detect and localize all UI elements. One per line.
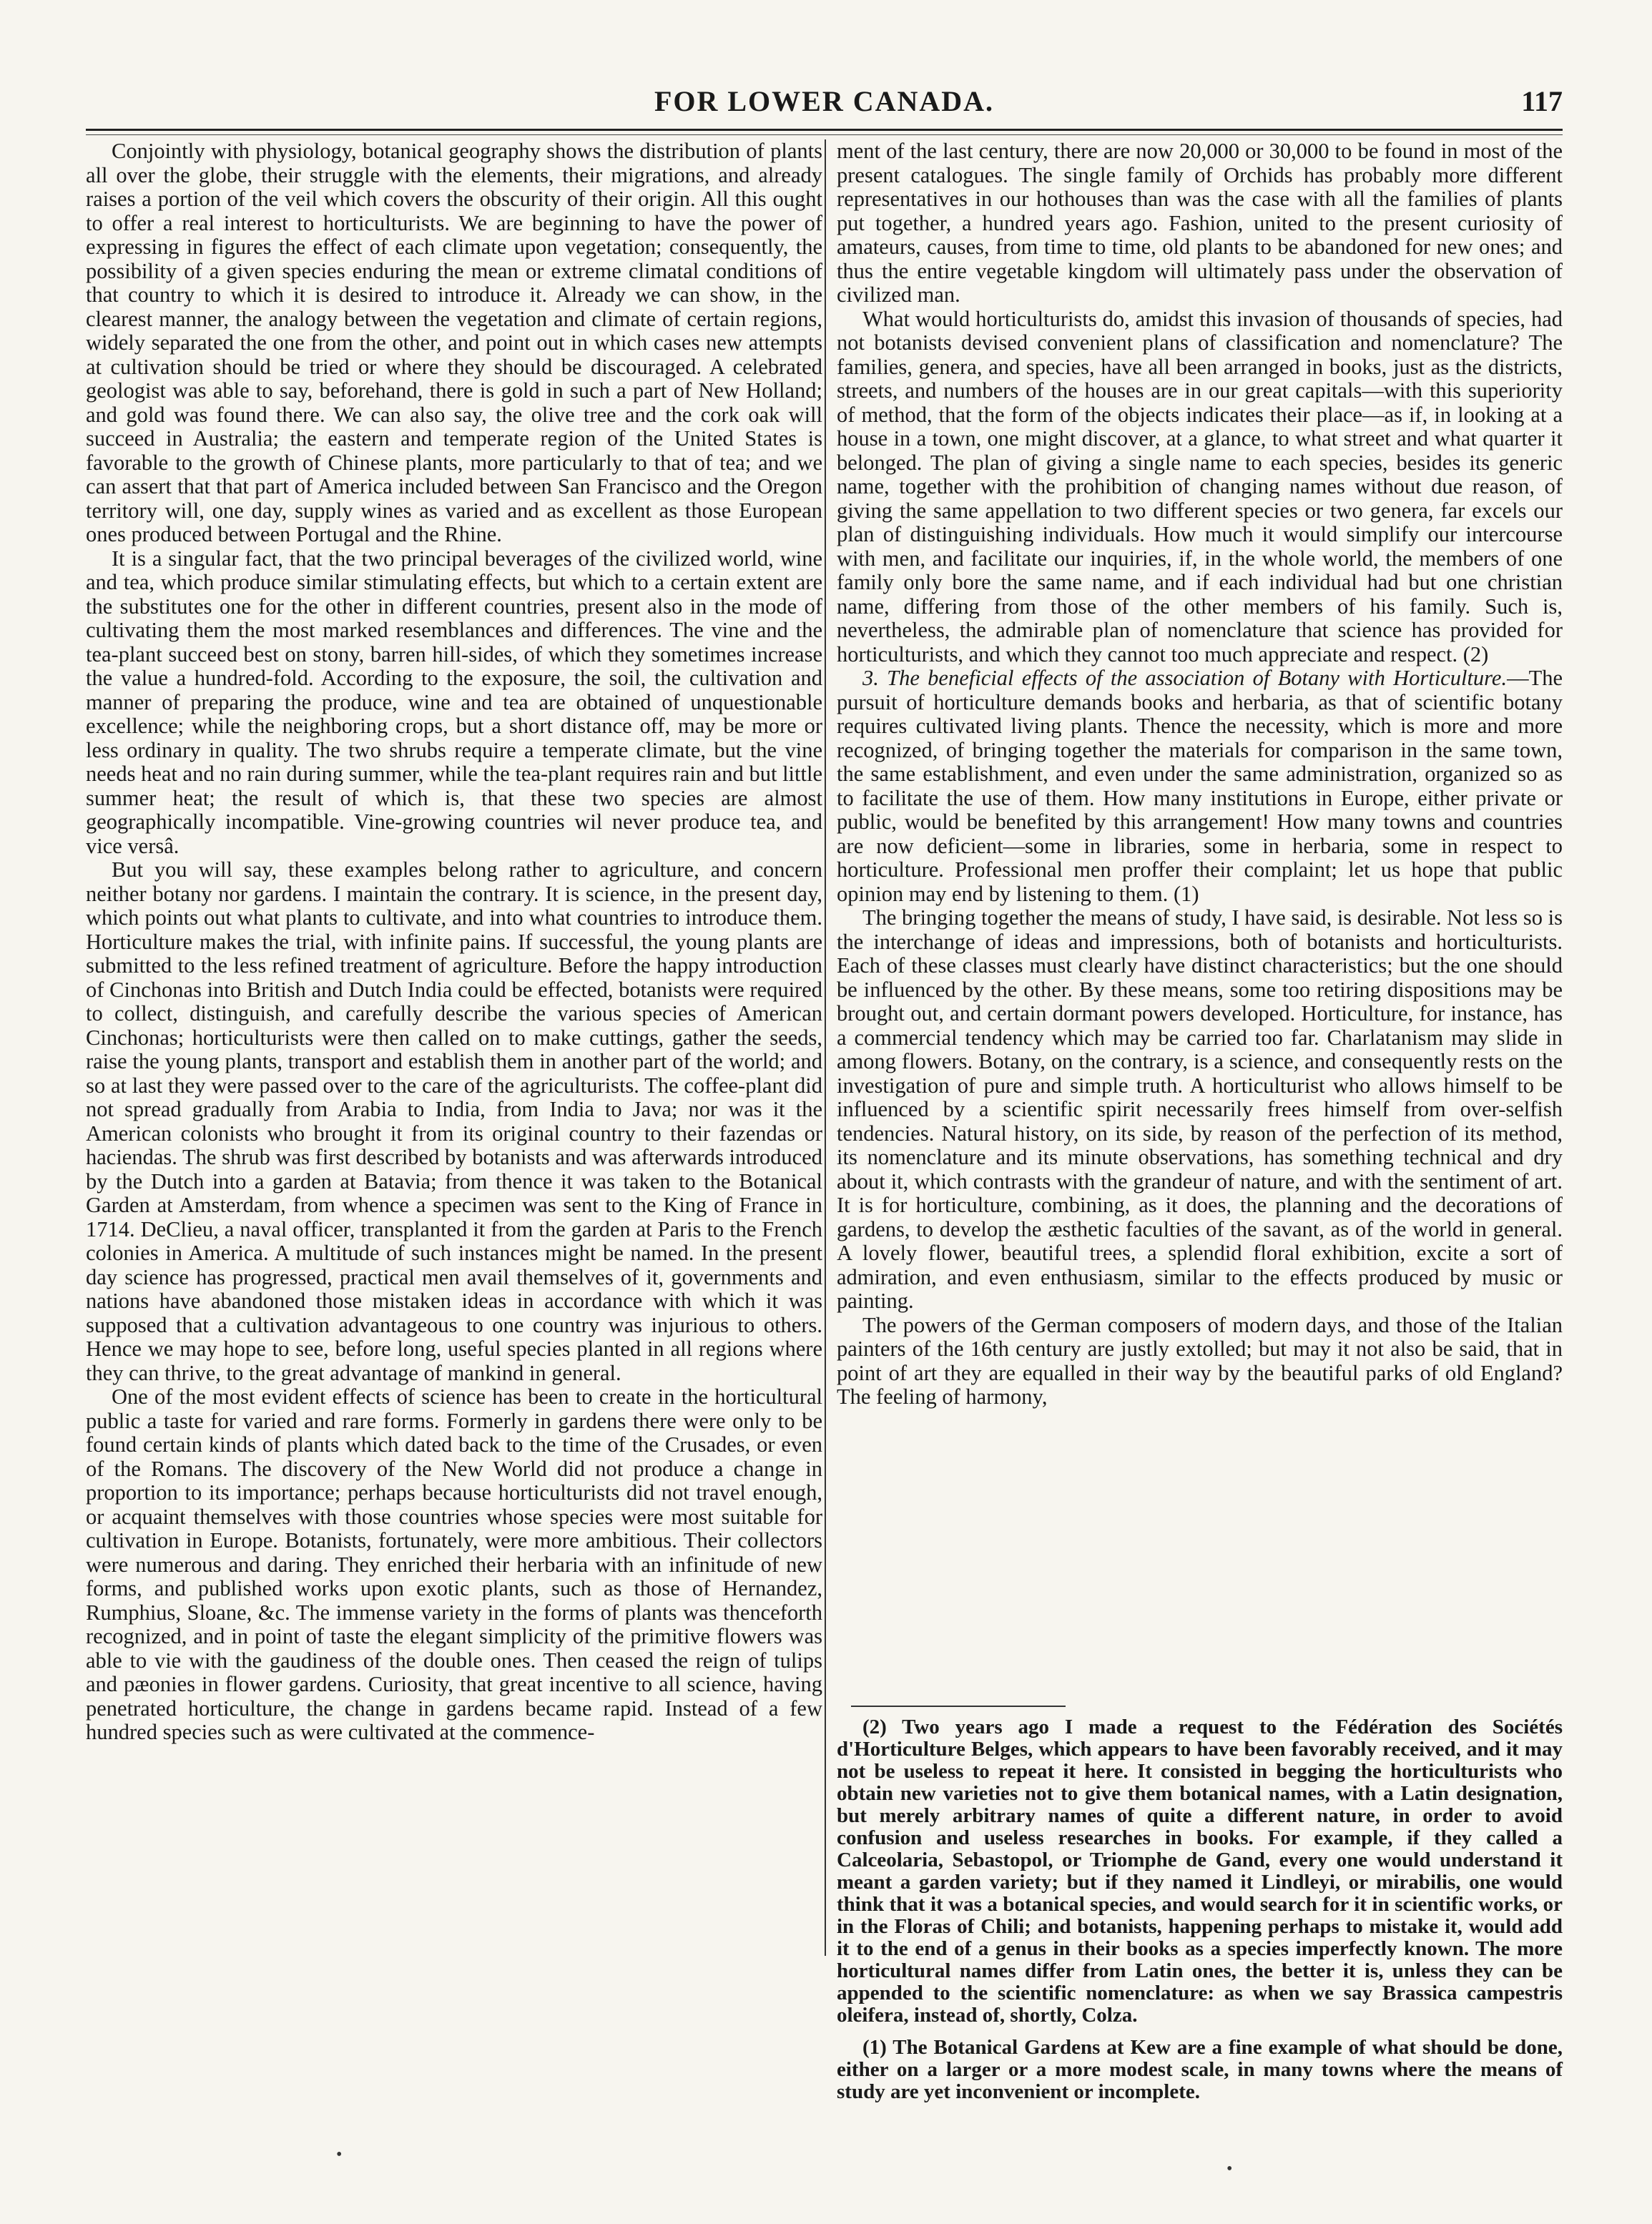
footnote-2: (2) Two years ago I made a request to the Fédération des Sociétés d'Horticulture Belges, which appears to have been favorably received, and it may not be useless to repeat it here. It consisted in begging the horticulturists who obtain new varieties not to give them botanical names, with a Latin designation, but merely arbitrary names of quite a different nature, in order to avoid confusion and useless researches in books. For example, if they called a Calceolaria, Sebastopol, or Triomphe de Gand, every one would understand it meant a garden variety; but if they named it Lindleyi, or mirabilis, one would think that it was a botanical species, and would search for it in scientific works, or in the Floras of Chili; and botanists, happening perhaps to mistake it, would add it to the end of a genus in their books as a species imperfectly known. The more horticultural names differ from Latin ones, the better it is, unless they can be appended to the scientific nomenclature: as when we say Brassica campestris oleifera, instead of, shortly, Colza. [837,1716,1563,2027]
paragraph: The powers of the German composers of modern days, and those of the Italian painters of the 16th century are justly extolled; but may it not also be said, that in point of art they are equalled in their way by the beautiful parks of old England? The feeling of harmony, [837,1312,1563,1409]
header-rule-thin [86,134,1563,135]
paragraph: The bringing together the means of study, I have said, is desirable. Not less so is the interchange of ideas and impressions, both of botanists and horticulturists. Each of these classes must clearly have distinct characteristics; but the one should be influenced by the other. By these means, some too retiring dispositions may be brought out, and certain dormant powers developed. Horticulture, for instance, has a commercial tendency which may be carried too far. Charlatanism may slide in among flowers. Botany, on the contrary, is a science, and consequently rests on the investigation of pure and simple truth. A horticulturist who allows himself to be influenced by a scientific spirit necessarily frees himself from over-selfish tendencies. Natural history, on its side, by reason of the perfection of its method, its nomenclature and its minute observations, has something technical and dry about it, which contrasts with the grandeur of nature, and with the sentiment of art. It is for horticulture, combining, as it does, the planning and the decorations of gardens, to develop the æsthetic faculties of the savant, as of the world in general. A lovely flower, beautiful trees, a splendid floral exhibition, excite a sort of admiration, and even enthusiasm, similar to the effects produced by music or painting. [837,905,1563,1313]
paragraph: Conjointly with physiology, botanical geography shows the distribution of plants all over the globe, their struggle with the elements, their migrations, and already raises a portion of the veil which covers the obscurity of their origin. All this ought to offer a real interest to horticulturists. We are beginning to have the power of expressing in figures the effect of each climate upon vegetation; consequently, the possibility of a given species enduring the mean or extreme climatal conditions of that country to which it is desired to introduce it. Already we can show, in the clearest manner, the analogy between the vegetation and climate of certain regions, widely separated the one from the other, and point out in which cases new attempts at cultivation should be tried or where they should be discouraged. A celebrated geologist was able to say, beforehand, there is gold in such a part of New Holland; and gold was found there. We can also say, the olive tree and the cork oak will succeed in Australia; the eastern and temperate region of the United States is favorable to the growth of Chinese plants, more particularly to that of tea; and we can assert that that part of America included between San Francisco and the Oregon territory will, one day, supply wines as varied and as excellent as those European ones produced between Portugal and the Rhine. [86,139,822,546]
paragraph: ment of the last century, there are now 20,000 or 30,000 to be found in most of the present catalogues. The single family of Orchids has probably more different representatives in our hothouses than was the case with all the families of plants put together, a hundred years ago. Fashion, united to the present curiosity of amateurs, causes, from time to time, old plants to be abandoned for new ones; and thus the entire vegetable kingdom will ultimately pass under the observation of civilized man. [837,139,1563,307]
paragraph: One of the most evident effects of science has been to create in the horticultural public a taste for varied and rare forms. Formerly in gardens there were only to be found certain kinds of plants which dated back to the time of the Crusades, or even of the Romans. The discovery of the New World did not produce a change in proportion to its importance; perhaps because horticulturists did not travel enough, or acquaint themselves with those countries whose species were most suitable for cultivation in Europe. Botanists, fortunately, were more ambitious. Their collectors were numerous and daring. They enriched their herbaria with an infinitude of new forms, and published works upon exotic plants, such as those of Hernandez, Rumphius, Sloane, &c. The immense variety in the forms of plants was thenceforth recognized, and in point of taste the elegant simplicity of the primitive flowers was able to vie with the gaudiness of the double ones. Then ceased the reign of tulips and pæonies in flower gardens. Curiosity, that great incentive to all science, having penetrated horticulture, the change in gardens became rapid. Instead of a few hundred species such as were cultivated at the commence- [86,1384,822,1744]
footnotes [837,1716,1563,2113]
paragraph: It is a singular fact, that the two principal beverages of the civilized world, wine and tea, which produce similar stimulating effects, but which to a certain extent are the substitutes one for the other in different countries, present also in the mode of cultivating them the most marked resemblances and differences. The vine and the tea-plant succeed best on stony, barren hill-sides, of which they sometimes increase the value a hundred-fold. According to the exposure, the soil, the cultivation and manner of preparing the produce, wine and tea are obtained of unquestionable excellence; while the neighboring crops, but a short distance off, may be more or less ordinary in quality. The two shrubs require a temperate climate, but the vine needs heat and no rain during summer, while the tea-plant requires rain and but little summer heat; the result of which is, that these two species are almost geographically incompatible. Vine-growing countries wil never produce tea, and vice versâ. [86,546,822,858]
footnote-1: (1) The Botanical Gardens at Kew are a fine example of what should be done, either on a larger or a more modest scale, in many towns where the means of study are yet inconvenient or incomplete. [837,2036,1563,2103]
section-heading: 3. The beneficial effects of the association of Botany with Horticulture. [862,666,1508,690]
column-divider [825,139,826,1956]
paragraph: But you will say, these examples belong rather to agriculture, and concern neither botany nor gardens. I maintain the contrary. It is science, in the present day, which points out what plants to cultivate, and into what countries to introduce them. Horticulture makes the trial, with infinite pains. If successful, the young plants are submitted to the less refined treatment of agriculture. Before the happy introduction of Cinchonas into British and Dutch India could be effected, botanists were required to collect, distinguish, and carefully describe the various species of American Cinchonas; horticulturists were then called on to make cuttings, gather the seeds, raise the young plants, transport and establish them in another part of the world; and so at last they were passed over to the care of the agriculturists. The coffee-plant did not spread gradually from Arabia to India, from India to Java; nor was it the American colonists who brought it from its original country to their fazendas or haciendas. The shrub was first described by botanists and was afterwards introduced by the Dutch into a garden at Batavia; from thence it was taken to the Botanical Garden at Amsterdam, from whence a specimen was sent to the King of France in 1714. DeClieu, a naval officer, transplanted it from the garden at Paris to the French colonies in America. A multitude of such instances might be named. In the present day science has progressed, practical men avail themselves of it, governments and nations have abandoned those mistaken ideas in accordance with which it was supposed that a cultivation advantageous to one country was injurious to others. Hence we may hope to see, before long, useful species planted in all regions where they can thrive, to the great advantage of mankind in general. [86,857,822,1385]
page-header [86,84,1563,127]
right-column [837,139,1563,1409]
footnote-rule [851,1706,1066,1707]
section-paragraph [837,666,1563,906]
left-column [86,139,822,1745]
header-rule [86,129,1563,131]
running-title: FOR LOWER CANADA. [654,85,995,117]
paragraph: What would horticulturists do, amidst this invasion of thousands of species, had not botanists devised convenient plans of classification and nomenclature? The families, genera, and species, have all been arranged in books, just as the districts, streets, and numbers of the houses are in our great capitals—with this superiority of method, that the form of the objects indicates their place—as if, in looking at a house in a town, one might discover, at a glance, to what street and what quarter it belonged. The plan of giving a single name to each species, besides its generic name, together with the prohibition of changing names without due reason, of giving the same appellation to two different species or two genera, far excels our plan of distinguishing individuals. How much it would simplify our intercourse with men, and facilitate our inquiries, if, in the whole world, the members of one family only bore the same name, and if each individual had but one christian name, differing from those of the other members of his family. Such is, nevertheless, the admirable plan of nomenclature that science has provided for horticulturists, and which they cannot too much appreciate and respect. (2) [837,306,1563,666]
print-mark: • [336,2145,343,2164]
page-number: 117 [1521,85,1563,117]
section-body: —The pursuit of horticulture demands books and herbaria, as that of scientific botany requires cultivated living plants. Thence the necessity, which is more and more recognized, of bringing together the materials for comparison in the same town, the same establishment, and even under the same administration, organized so as to facilitate the use of them. How many institutions in Europe, either private or public, would be benefited by this arrangement! How many towns and countries are now deficient—some in libraries, some in herbaria, some in respect to horticulture. Professional men proffer their complaint; let us hope that public opinion may end by listening to them. (1) [837,666,1563,906]
print-mark: • [1226,2160,1233,2178]
